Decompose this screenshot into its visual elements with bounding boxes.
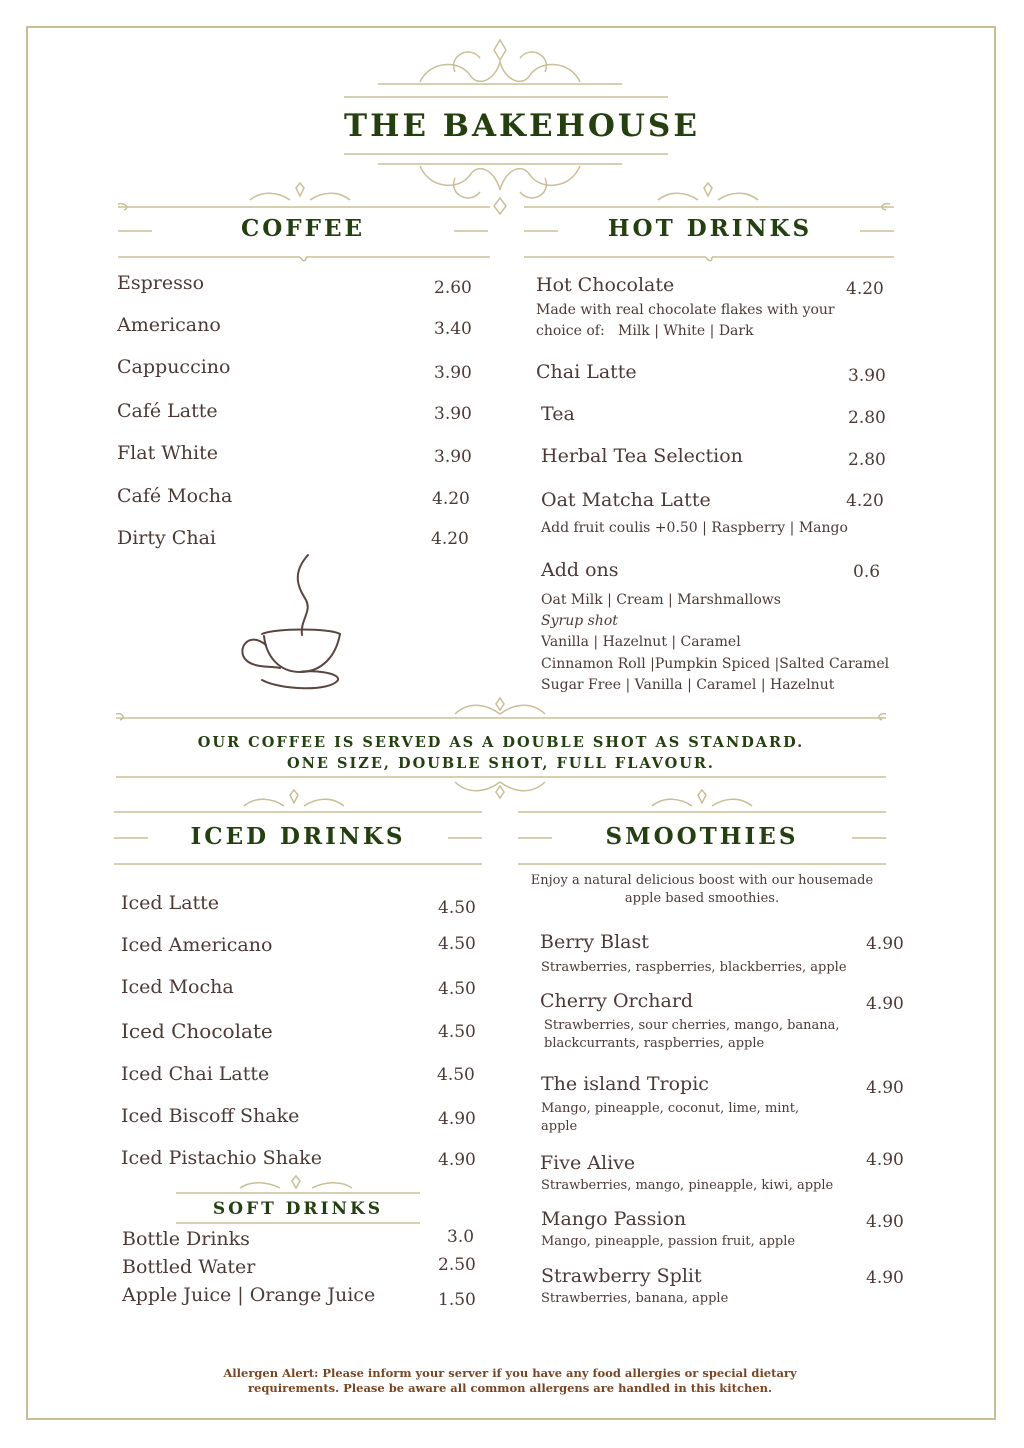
list-item-price: 4.90: [438, 1150, 476, 1170]
list-item-price: 3.40: [434, 319, 472, 339]
list-item-name: Flat White: [117, 442, 218, 464]
list-item-price: 4.50: [438, 898, 476, 918]
list-item-description: blackcurrants, raspberries, apple: [544, 1036, 765, 1051]
coffee-heading: COFFEE: [240, 215, 366, 242]
smoothies-heading: SMOOTHIES: [605, 823, 799, 850]
list-item-price: 4.50: [438, 934, 476, 954]
list-item-description: Mango, pineapple, coconut, lime, mint,: [541, 1101, 800, 1116]
list-item-name: Apple Juice | Orange Juice: [122, 1284, 376, 1306]
list-item-name: Iced Pistachio Shake: [121, 1147, 322, 1169]
list-item-price: 2.80: [848, 450, 886, 470]
list-item-price: 0.6: [853, 562, 881, 582]
addons-line: Oat Milk | Cream | Marshmallows: [541, 592, 781, 608]
list-item-name: Iced Chai Latte: [121, 1063, 270, 1085]
page-title: THE BAKEHOUSE: [344, 108, 700, 144]
list-item-name: The island Tropic: [541, 1073, 709, 1095]
addons-line: Cinnamon Roll |Pumpkin Spiced |Salted Caramel: [541, 656, 890, 672]
list-item-description: Strawberries, sour cherries, mango, banana,: [544, 1018, 840, 1033]
list-item-name: Oat Matcha Latte: [541, 489, 711, 511]
list-item-name: Hot Chocolate: [536, 274, 675, 296]
list-item-price: 4.90: [866, 1212, 904, 1232]
list-item-name: Iced Chocolate: [121, 1019, 273, 1043]
allergen-alert: requirements. Please be aware all common allergens are handled in this kitchen.: [247, 1381, 772, 1395]
list-item-name: Bottled Water: [122, 1256, 256, 1278]
addons-line: Vanilla | Hazelnut | Caramel: [541, 634, 741, 650]
list-item-description: Made with real chocolate flakes with your: [536, 302, 835, 318]
iced-drinks-heading: ICED DRINKS: [190, 823, 406, 850]
list-item-description: choice of: Milk | White | Dark: [536, 323, 754, 339]
list-item-price: 4.50: [438, 979, 476, 999]
list-item-name: Strawberry Split: [541, 1265, 702, 1287]
list-item-price: 3.0: [447, 1227, 475, 1247]
list-item-price: 1.50: [438, 1290, 476, 1310]
list-item-price: 4.50: [438, 1022, 476, 1042]
list-item-price: 4.20: [846, 279, 884, 299]
list-item-description: Strawberries, banana, apple: [541, 1291, 729, 1306]
list-item-description: Strawberries, raspberries, blackberries, apple: [541, 960, 847, 975]
list-item-price: 4.90: [866, 1078, 904, 1098]
list-item-name: Iced Biscoff Shake: [121, 1105, 300, 1127]
list-item-name: Cherry Orchard: [540, 990, 694, 1012]
list-item-name: Five Alive: [540, 1152, 636, 1174]
list-item-description: Add fruit coulis +0.50 | Raspberry | Mango: [541, 520, 848, 536]
smoothies-intro: Enjoy a natural delicious boost with our housemade: [530, 873, 874, 888]
hot-drinks-heading: HOT DRINKS: [607, 215, 813, 242]
list-item-price: 4.90: [866, 1268, 904, 1288]
list-item-price: 4.90: [866, 1150, 904, 1170]
list-item-price: 2.60: [434, 278, 472, 298]
list-item-price: 4.90: [866, 994, 904, 1014]
list-item-price: 4.20: [432, 489, 470, 509]
list-item-name: Café Mocha: [117, 485, 233, 507]
list-item-description: Mango, pineapple, passion fruit, apple: [541, 1234, 796, 1249]
notice-line: ONE SIZE, DOUBLE SHOT, FULL FLAVOUR.: [287, 755, 715, 772]
list-item-name: Tea: [541, 403, 575, 425]
list-item-name: Americano: [117, 314, 221, 336]
title-top-flourish-icon: [378, 40, 622, 84]
list-item-name: Chai Latte: [536, 361, 637, 383]
list-item-name: Iced Mocha: [121, 976, 234, 998]
list-item-price: 4.50: [437, 1065, 475, 1085]
list-item-name: Bottle Drinks: [122, 1228, 250, 1250]
list-item-name: Iced Americano: [121, 934, 273, 956]
notice-line: OUR COFFEE IS SERVED AS A DOUBLE SHOT AS STANDARD.: [197, 734, 805, 751]
list-item-name: Add ons: [541, 559, 619, 581]
list-item-price: 2.50: [438, 1255, 476, 1275]
soft-drinks-heading: SOFT DRINKS: [212, 1199, 384, 1219]
list-item-description: Strawberries, mango, pineapple, kiwi, apple: [541, 1178, 834, 1193]
list-item-name: Espresso: [117, 272, 205, 294]
list-item-name: Iced Latte: [121, 892, 220, 914]
list-item-name: Dirty Chai: [117, 527, 216, 549]
list-item-price: 4.90: [438, 1109, 476, 1129]
list-item-name: Café Latte: [117, 400, 218, 422]
addons-line: Sugar Free | Vanilla | Caramel | Hazelnut: [541, 677, 835, 693]
list-item-price: 4.20: [846, 491, 884, 511]
list-item-price: 3.90: [848, 366, 886, 386]
list-item-price: 4.90: [866, 934, 904, 954]
allergen-alert: Allergen Alert: Please inform your server if you have any food allergies or special dietary: [223, 1366, 797, 1380]
addons-line: Syrup shot: [541, 613, 618, 629]
smoothies-intro: apple based smoothies.: [624, 891, 780, 906]
coffee-cup-icon: [242, 555, 340, 688]
list-item-price: 3.90: [434, 447, 472, 467]
list-item-price: 4.20: [431, 529, 469, 549]
list-item-price: 3.90: [434, 363, 472, 383]
list-item-name: Mango Passion: [541, 1208, 687, 1230]
list-item-name: Cappuccino: [117, 356, 231, 378]
list-item-description: apple: [541, 1119, 578, 1134]
list-item-price: 2.80: [848, 408, 886, 428]
list-item-name: Herbal Tea Selection: [541, 445, 743, 467]
list-item-price: 3.90: [434, 404, 472, 424]
list-item-name: Berry Blast: [540, 931, 649, 953]
